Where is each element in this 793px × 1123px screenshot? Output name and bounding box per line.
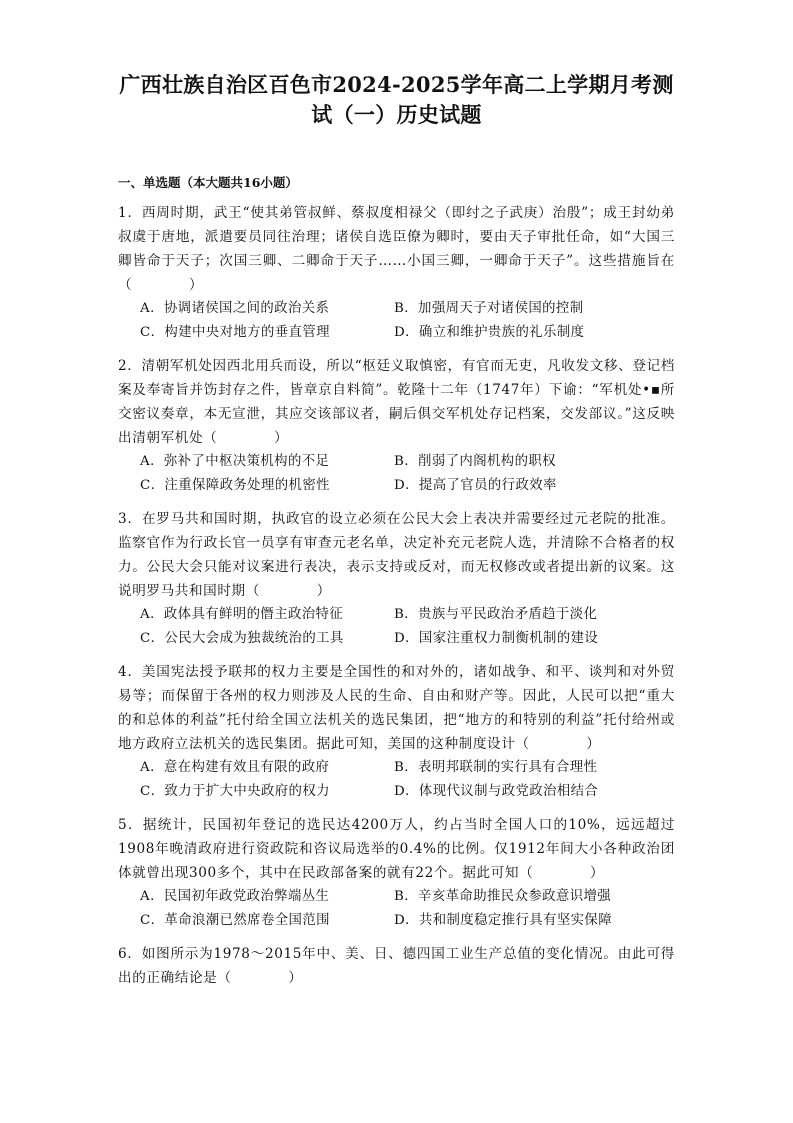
option-d: D．国家注重权力制衡机制的建设 [394,631,599,646]
option-d: D．体现代议制与政党政治相结合 [394,784,599,799]
question-6 [118,942,675,990]
options [118,603,675,651]
question-3 [118,507,675,651]
question-stem: 4．美国宪法授予联邦的权力主要是全国性的和对外的，诸如战争、和平、谈判和对外贸易等；而保留于各州的权力则涉及人民的生命、自由和财产等。因此，人民可以把“重大的和总体的利益”托付给全国立法机关的选民集团，把“地方的和特别的利益”托付给州或地方政府立法机关的选民集团。据此可知，美国的这种制度设计（ ） [118,664,675,752]
question-list [118,201,675,990]
option-c: C．构建中央对地方的垂直管理 [140,325,330,340]
question-stem: 3．在罗马共和国时期，执政官的设立必须在公民大会上表决并需要经过元老院的批准。监察官作为行政长官一员享有审查元老名单，决定补充元老院人选，并清除不合格者的权力。公民大会只能对议案进行表决，表示支持或反对，而无权修改或者提出新的议案。这说明罗马共和国时期（ ） [118,511,675,599]
option-a: A．协调诸侯国之间的政治关系 [140,301,330,316]
option-c: C．注重保障政务处理的机密性 [140,478,330,493]
title-line-1: 广西壮族自治区百色市2024-2025学年高二上学期月考测 [119,72,674,97]
options [118,756,675,804]
option-c: C．公民大会成为独裁统治的工具 [140,631,344,646]
question-stem: 6．如图所示为1978～2015年中、美、日、德四国工业生产总值的变化情况。由此可得出的正确结论是（ ） [118,946,675,986]
options [118,885,675,933]
option-d: D．共和制度稳定推行具有坚实保障 [394,913,612,928]
option-d: D．确立和维护贵族的礼乐制度 [394,325,585,340]
question-5 [118,813,675,933]
option-a: A．弥补了中枢决策机构的不足 [140,454,330,469]
option-b: B．削弱了内阁机构的职权 [394,454,556,469]
question-4 [118,660,675,804]
section-heading: 一、单选题（本大题共16小题） [118,175,298,190]
option-c: C．致力于扩大中央政府的权力 [140,784,330,799]
title-line-2: 试（一）历史试题 [311,102,482,127]
option-b: B．贵族与平民政治矛盾趋于淡化 [394,607,598,622]
option-a: A．意在构建有效且有限的政府 [140,760,330,775]
question-stem: 2．清朝军机处因西北用兵而设，所以“枢廷义取慎密，有官而无吏，凡收发文移、登记档案及奉寄旨并饬封存之件，皆章京自料简”。乾隆十二年（1747年）下谕：“军机处•▪所交密议奏章，本无宣泄，其应交该部议者，嗣后俱交军机处存记档案，交发部议。”这反映出清朝军机处（ ） [118,358,675,446]
question-2 [118,354,675,498]
option-a: A．政体具有鲜明的僭主政治特征 [140,607,344,622]
options [118,297,675,345]
option-b: B．辛亥革命助推民众参政意识增强 [394,889,612,904]
question-1 [118,201,675,345]
option-b: B．表明邦联制的实行具有合理性 [394,760,598,775]
option-b: B．加强周天子对诸侯国的控制 [394,301,584,316]
option-d: D．提高了官员的行政效率 [394,478,557,493]
option-c: C．革命浪潮已然席卷全国范围 [140,913,330,928]
question-stem: 1．西周时期，武王“使其弟管叔鲜、蔡叔度相禄父（即纣之子武庚）治殷”；成王封幼弟叔虞于唐地，派遣要员同往治理；诸侯自选臣僚为卿时，要由天子审批任命，如“大国三卿皆命于天子；次国三卿、二卿命于天子……小国三卿，一卿命于天子”。这些措施旨在（ ） [118,205,675,293]
options [118,450,675,498]
question-stem: 5．据统计，民国初年登记的选民达4200万人，约占当时全国人口的10%，远远超过1908年晚清政府进行资政院和咨议局选举的0.4%的比例。仅1912年间大小各种政治团体就曾出现300多个，其中在民政部备案的就有22个。据此可知（ ） [118,817,675,881]
option-a: A．民国初年政党政治弊端丛生 [140,889,330,904]
document-title [108,70,685,130]
